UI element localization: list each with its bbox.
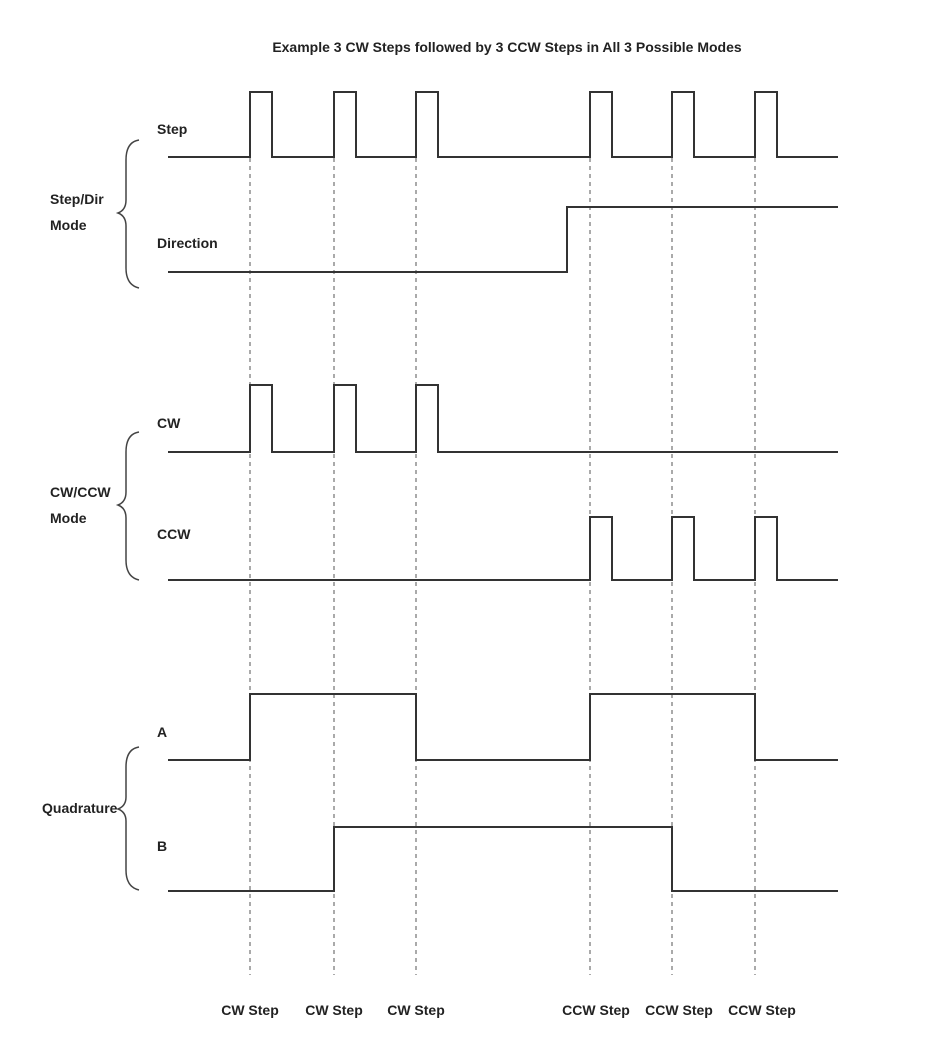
quadrature-brace bbox=[118, 747, 139, 890]
stepdir-mode-label-line2: Mode bbox=[50, 217, 87, 233]
quadrature-group bbox=[42, 694, 838, 891]
a-signal-label: A bbox=[157, 724, 168, 740]
cwccw-group bbox=[50, 385, 838, 580]
cwccw-mode-label-line2: Mode bbox=[50, 510, 87, 526]
cw-signal-label: CW bbox=[157, 415, 181, 431]
cwccw-mode-label-line1: CW/CCW bbox=[50, 484, 111, 500]
event-label-cw-1: CW Step bbox=[221, 1002, 279, 1018]
stepdir-group bbox=[50, 92, 838, 288]
cw-waveform bbox=[168, 385, 838, 452]
a-waveform bbox=[168, 694, 838, 760]
b-signal-label: B bbox=[157, 838, 168, 854]
step-guide-lines bbox=[250, 150, 755, 975]
event-label-ccw-1: CCW Step bbox=[562, 1002, 630, 1018]
event-label-cw-2: CW Step bbox=[305, 1002, 363, 1018]
direction-signal-label: Direction bbox=[157, 235, 218, 251]
stepdir-brace bbox=[118, 140, 139, 288]
event-labels bbox=[221, 1002, 796, 1018]
direction-waveform bbox=[168, 207, 838, 272]
ccw-waveform bbox=[168, 517, 838, 580]
quadrature-mode-label: Quadrature bbox=[42, 800, 118, 816]
step-signal-label: Step bbox=[157, 121, 188, 137]
event-label-cw-3: CW Step bbox=[387, 1002, 445, 1018]
step-waveform bbox=[168, 92, 838, 157]
cwccw-brace bbox=[118, 432, 139, 580]
ccw-signal-label: CCW bbox=[157, 526, 191, 542]
event-label-ccw-3: CCW Step bbox=[728, 1002, 796, 1018]
b-waveform bbox=[168, 827, 838, 891]
diagram-title: Example 3 CW Steps followed by 3 CCW Steps in All 3 Possible Modes bbox=[272, 39, 742, 55]
stepdir-mode-label-line1: Step/Dir bbox=[50, 191, 104, 207]
event-label-ccw-2: CCW Step bbox=[645, 1002, 713, 1018]
